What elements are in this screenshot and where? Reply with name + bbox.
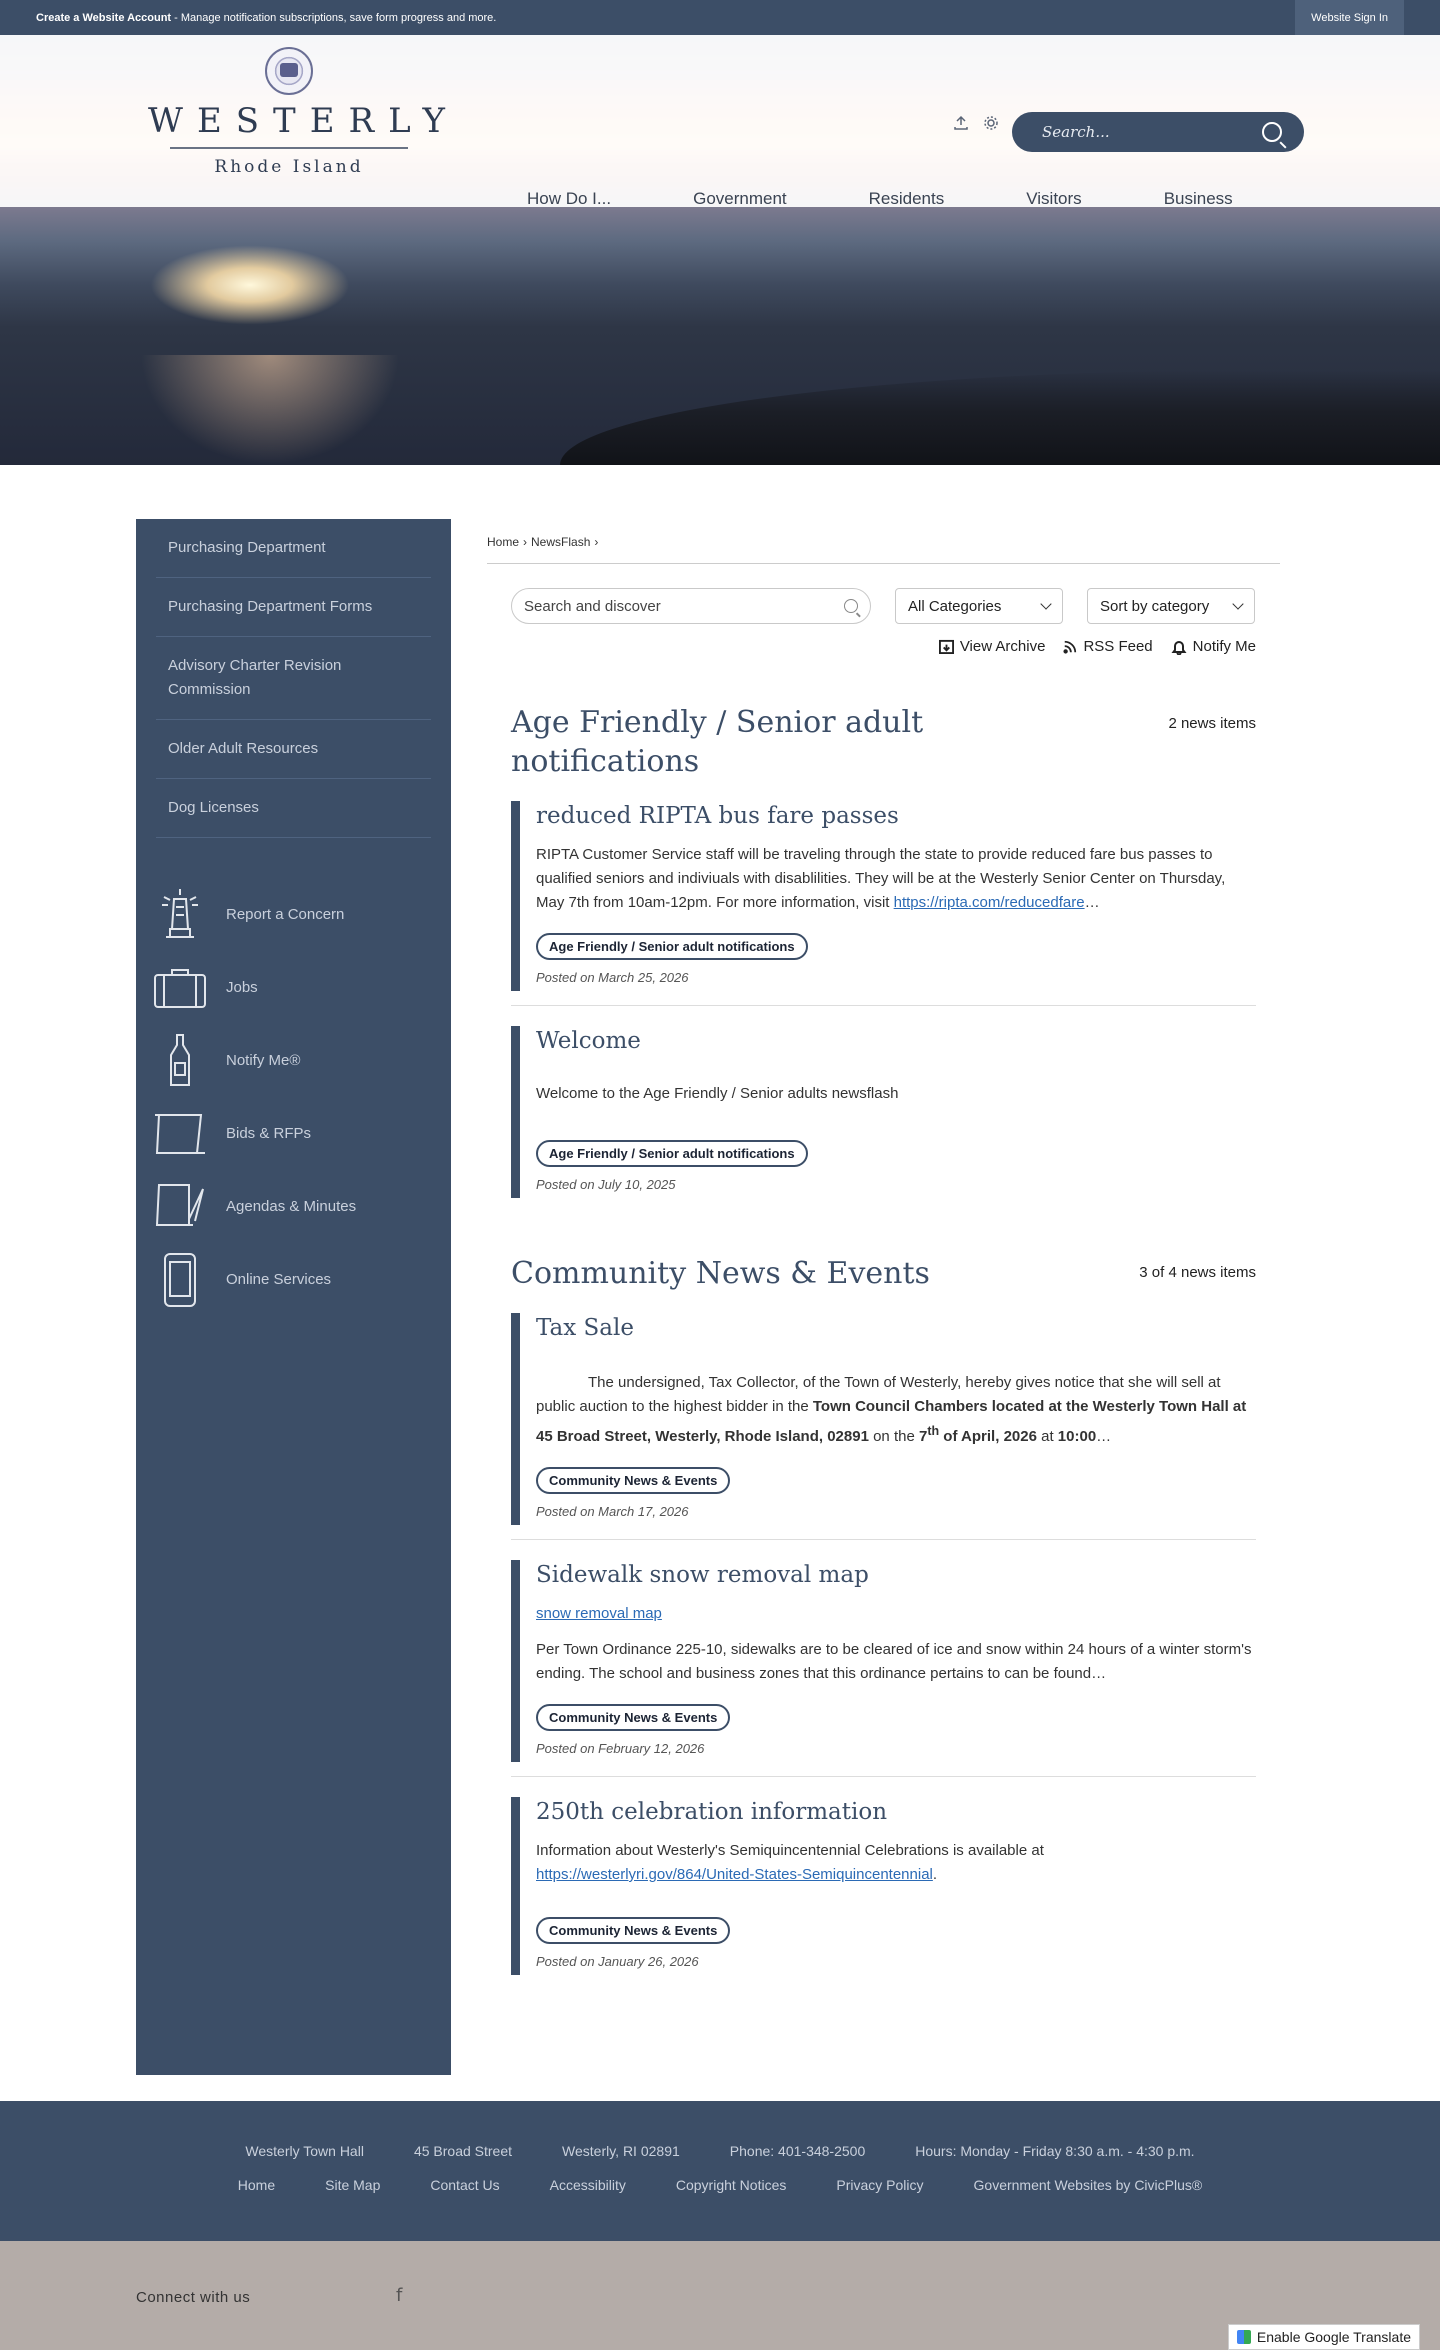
sign-in-button[interactable]: Website Sign In — [1295, 0, 1404, 35]
quick-link-report-concern[interactable] — [150, 878, 451, 951]
footer-links — [0, 2177, 1440, 2193]
news-actions — [511, 638, 1256, 655]
phone-icon — [150, 1250, 210, 1310]
news-item-body — [536, 1602, 1256, 1626]
main-area — [0, 465, 1440, 2101]
lighthouse-icon — [150, 885, 210, 945]
category-count: 2 news items — [1168, 715, 1256, 732]
footer-link-privacy[interactable]: Privacy Policy — [836, 2177, 924, 2193]
news-item-text: The undersigned, Tax Collector, of the Town of Westerly, hereby gives notice that she will sell at public auction to the highest bidder in the — [536, 1374, 1221, 1415]
posted-date: Posted on July 10, 2025 — [536, 1177, 676, 1192]
footer-link-home[interactable]: Home — [237, 2177, 276, 2193]
logo-name: WESTERLY — [148, 101, 460, 141]
sidebar-item-dog-licenses[interactable]: Dog Licenses — [156, 779, 431, 838]
news-item-link[interactable]: https://ripta.com/reducedfare — [893, 894, 1085, 911]
site-logo[interactable] — [134, 47, 460, 177]
nav-how-do-i[interactable]: How Do I... — [527, 189, 612, 208]
news-item-bold-text: of April, 2026 — [939, 1428, 1037, 1445]
nav-government[interactable]: Government — [693, 189, 787, 208]
quick-link-label: Report a Concern — [226, 906, 345, 923]
news-item-punct: . — [932, 1866, 938, 1883]
posted-date: Posted on March 25, 2026 — [536, 970, 689, 985]
news-item-text: Information about Westerly's Semiquincentennial Celebrations is available at — [536, 1842, 1044, 1859]
news-item-title[interactable]: reduced RIPTA bus fare passes — [536, 803, 899, 829]
logo-rule — [170, 147, 408, 149]
footer-link-accessibility[interactable]: Accessibility — [549, 2177, 626, 2193]
news-item-body — [536, 1839, 1256, 1887]
news-item — [511, 1797, 1256, 1975]
news-item-text: on the — [868, 1428, 919, 1445]
quick-link-label: Bids & RFPs — [226, 1125, 312, 1142]
rss-icon — [1063, 640, 1077, 654]
sidebar-item-older-adult[interactable]: Older Adult Resources — [156, 720, 431, 779]
facebook-icon[interactable]: f — [396, 2285, 403, 2306]
sidebar-item-charter-revision[interactable]: Advisory Charter Revision Commission — [156, 637, 431, 720]
news-item-title[interactable]: Sidewalk snow removal map — [536, 1562, 869, 1588]
posted-date: Posted on February 12, 2026 — [536, 1741, 705, 1756]
footer-link-contact[interactable]: Contact Us — [430, 2177, 500, 2193]
quill-icon — [150, 1177, 210, 1237]
news-item-bold-text: 7 — [918, 1428, 928, 1445]
connect-label: Connect with us — [136, 2289, 251, 2306]
news-item-text: RIPTA Customer Service staff will be traveling through the state to provide reduced fare bus passes to qualified seniors and indiviuals with disablilities. They will be at the Westerly Senior Center on Thursday, May 7th from 10am-12pm. For more information, visit — [536, 846, 1226, 911]
quick-link-agendas[interactable] — [150, 1170, 451, 1243]
quick-link-label: Agendas & Minutes — [226, 1198, 357, 1215]
bell-icon — [1171, 639, 1187, 655]
news-item-text: at — [1036, 1428, 1058, 1445]
top-bar — [0, 0, 1440, 35]
archive-icon — [939, 639, 954, 654]
news-item-body — [536, 843, 1256, 915]
newsflash-content — [487, 519, 1280, 1975]
nav-residents[interactable]: Residents — [868, 189, 945, 208]
view-archive-link[interactable] — [939, 638, 1046, 655]
news-item-ellipsis: … — [1096, 1428, 1112, 1445]
footer-address: 45 Broad Street — [413, 2143, 513, 2159]
scroll-icon — [150, 1104, 210, 1164]
news-item-body: Per Town Ordinance 225-10, sidewalks are to be cleared of ice and snow within 24 hours of a winter storm's ending. The school and business zones that this ordinance pertains to can be found… — [536, 1641, 1252, 1682]
sidebar-links — [136, 519, 451, 838]
filter-bar — [511, 588, 1256, 624]
breadcrumb-newsflash[interactable]: NewsFlash — [531, 535, 591, 549]
rss-feed-label: RSS Feed — [1083, 638, 1153, 655]
sort-select-value: Sort by category — [1100, 597, 1210, 615]
create-account-link[interactable]: Create a Website Account — [36, 11, 172, 24]
quick-link-label: Notify Me® — [226, 1052, 301, 1069]
breadcrumb-separator: › — [523, 535, 528, 549]
news-item-ellipsis: … — [1084, 894, 1100, 911]
breadcrumb-home[interactable]: Home — [487, 535, 520, 549]
footer-info — [0, 2143, 1440, 2159]
bottle-icon — [150, 1031, 210, 1091]
google-translate-icon — [1237, 2330, 1251, 2344]
category-tag[interactable]: Community News & Events — [536, 1917, 730, 1944]
footer-link-copyright[interactable]: Copyright Notices — [675, 2177, 787, 2193]
quick-link-online-services[interactable] — [150, 1243, 451, 1316]
category-title[interactable]: Age Friendly / Senior adult notifications — [511, 705, 924, 779]
notify-me-label: Notify Me — [1192, 638, 1256, 655]
news-item — [511, 1026, 1256, 1198]
rss-feed-link[interactable] — [1063, 638, 1152, 655]
news-search-input[interactable] — [511, 588, 871, 624]
nav-business[interactable]: Business — [1163, 189, 1233, 208]
sidebar — [136, 519, 451, 2075]
item-divider — [511, 1776, 1256, 1777]
quick-link-label: Online Services — [226, 1271, 332, 1288]
item-divider — [511, 1005, 1256, 1006]
footer-hours: Hours: Monday - Friday 8:30 a.m. - 4:30 p.m. — [915, 2143, 1195, 2159]
category-tag[interactable]: Age Friendly / Senior adult notifications — [536, 1140, 808, 1167]
category-tag[interactable]: Community News & Events — [536, 1704, 730, 1731]
nav-visitors[interactable]: Visitors — [1026, 189, 1082, 208]
news-item — [511, 1313, 1256, 1525]
header-tools — [951, 113, 1001, 133]
category-header — [511, 1254, 1256, 1293]
quick-link-notify-me[interactable] — [150, 1024, 451, 1097]
search-icon[interactable] — [844, 599, 858, 613]
chevron-down-icon — [1232, 598, 1243, 609]
account-message-text: - Manage notification subscriptions, save form progress and more. — [171, 11, 497, 24]
category-title[interactable]: Community News & Events — [511, 1256, 930, 1291]
news-item-body — [536, 1371, 1256, 1449]
gear-icon[interactable] — [981, 113, 1001, 133]
google-translate-label: Enable Google Translate — [1256, 2329, 1411, 2345]
posted-date: Posted on January 26, 2026 — [536, 1954, 699, 1969]
news-item-bold-text: Town Council Chambers located at the Westerly Town Hall at 45 Broad Street, Westerly, Rhode Island, 02891 — [536, 1398, 1247, 1445]
share-icon[interactable] — [951, 113, 971, 133]
footer-city: Westerly, RI 02891 — [562, 2143, 680, 2159]
category-count: 3 of 4 news items — [1139, 1264, 1256, 1281]
news-item — [511, 1560, 1256, 1762]
category-select[interactable] — [895, 588, 1063, 624]
sea-reflection — [140, 355, 400, 465]
site-header — [0, 35, 1440, 465]
account-message[interactable] — [36, 12, 496, 24]
footer-phone[interactable]: Phone: 401-348-2500 — [729, 2143, 866, 2159]
sidebar-item-purchasing[interactable]: Purchasing Department — [156, 519, 431, 578]
logo-sub: Rhode Island — [214, 157, 364, 177]
quick-link-label: Jobs — [226, 979, 258, 996]
quick-links — [136, 878, 451, 1316]
chevron-down-icon — [1040, 598, 1051, 609]
google-translate-button[interactable] — [1228, 2324, 1420, 2350]
breadcrumb — [487, 519, 1280, 564]
category-tag[interactable]: Community News & Events — [536, 1467, 730, 1494]
news-search-placeholder: Search and discover — [524, 597, 661, 615]
footer-town-hall: Westerly Town Hall — [245, 2143, 364, 2159]
view-archive-label: View Archive — [959, 638, 1046, 655]
item-divider — [511, 1539, 1256, 1540]
news-item-superscript: th — [927, 1424, 940, 1438]
search-input[interactable]: Search... — [1042, 123, 1110, 141]
site-footer — [0, 2101, 1440, 2241]
connect-bar — [0, 2241, 1440, 2350]
sort-select[interactable] — [1087, 588, 1255, 624]
news-item-body: Welcome to the Age Friendly / Senior adults newsflash — [536, 1085, 899, 1102]
news-item-title[interactable]: Welcome — [536, 1028, 641, 1054]
news-item-bold-text: 10:00 — [1057, 1428, 1097, 1445]
sun-glow — [150, 245, 350, 325]
main-nav — [527, 189, 1233, 209]
search-icon[interactable] — [1262, 122, 1282, 142]
quick-link-bids[interactable] — [150, 1097, 451, 1170]
category-tag[interactable]: Age Friendly / Senior adult notifications — [536, 933, 808, 960]
news-item-link[interactable]: https://westerlyri.gov/864/United-States-Semiquincentennial — [536, 1866, 933, 1883]
posted-date: Posted on March 17, 2026 — [536, 1504, 689, 1519]
category-select-value: All Categories — [908, 597, 1002, 615]
suitcase-icon — [150, 958, 210, 1018]
news-item-title[interactable]: Tax Sale — [536, 1315, 634, 1341]
breadcrumb-separator: › — [594, 535, 599, 549]
news-item — [511, 801, 1256, 991]
quick-link-jobs[interactable] — [150, 951, 451, 1024]
footer-link-site-map[interactable]: Site Map — [325, 2177, 381, 2193]
news-item-title[interactable]: 250th celebration information — [536, 1799, 888, 1825]
site-search[interactable] — [1012, 112, 1304, 152]
news-item-link[interactable]: snow removal map — [536, 1605, 662, 1622]
footer-link-civicplus[interactable]: Government Websites by CivicPlus® — [973, 2177, 1203, 2193]
category-header — [511, 703, 1256, 781]
sidebar-item-purchasing-forms[interactable]: Purchasing Department Forms — [156, 578, 431, 637]
notify-me-link[interactable] — [1171, 638, 1256, 655]
town-seal-icon — [265, 47, 313, 95]
